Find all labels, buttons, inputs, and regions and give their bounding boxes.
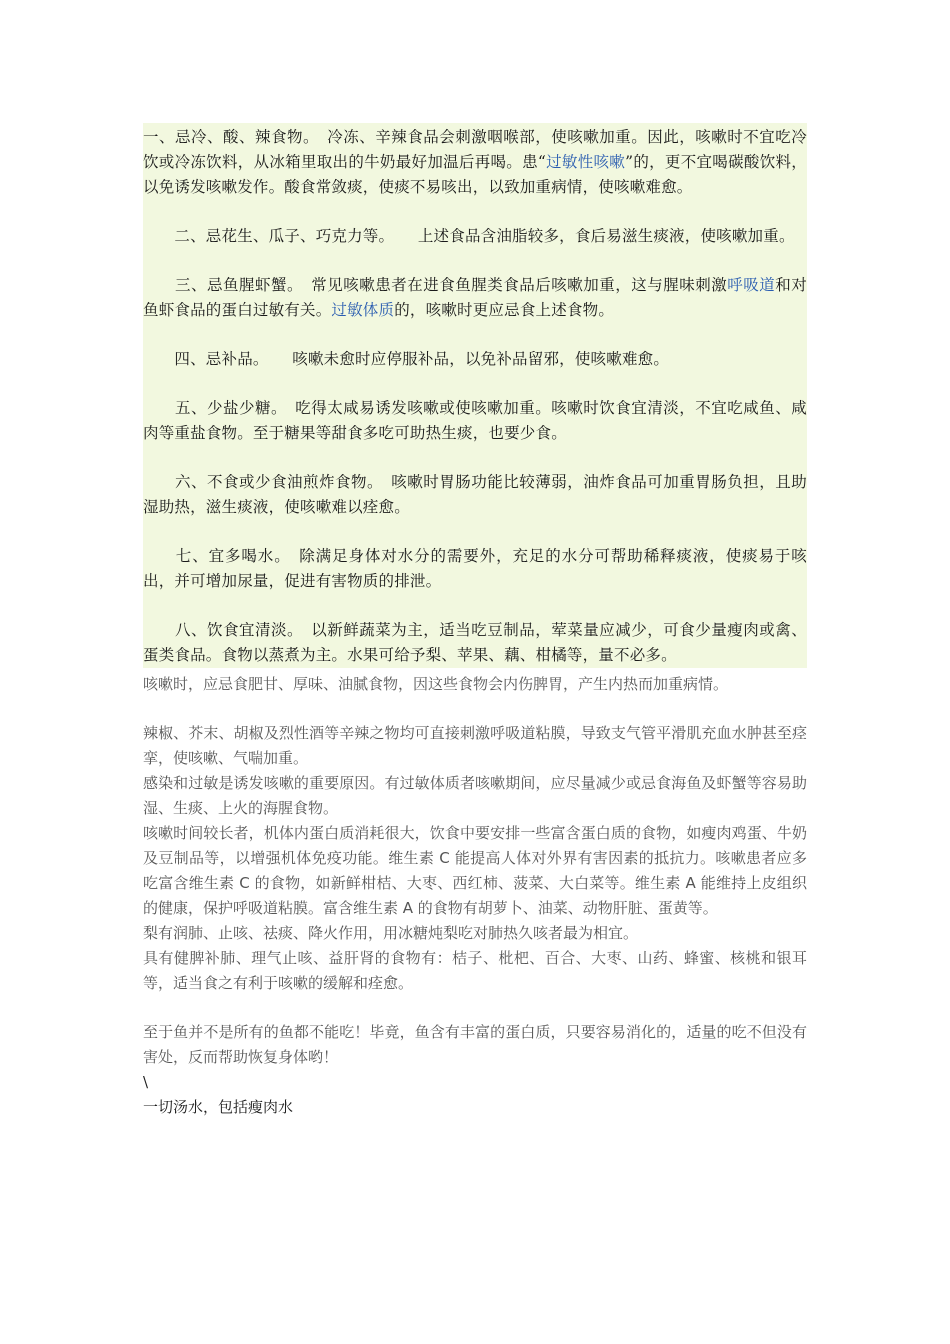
item-1-text-a: 一、忌冷、酸、辣食物。 冷冻、辛辣食品会刺激咽喉部，使咳嗽加重。因此，咳嗽时不宜吃冷饮或冷冻饮料，从冰箱里取出的牛奶最好加温后再喝。患“ xyxy=(143,128,807,171)
item-8-light-diet xyxy=(143,618,807,668)
paragraph-pear: 梨有润肺、止咳、祛痰、降火作用，用冰糖炖梨吃对肺热久咳者最为相宜。 xyxy=(143,924,639,942)
item-5-less-salt-sugar xyxy=(143,396,807,446)
spacer xyxy=(143,697,807,721)
paragraph-infection-allergy: 感染和过敏是诱发咳嗽的重要原因。有过敏体质者咳嗽期间，应尽量减少或忌食海鱼及虾蟹等容易助湿、生痰、上火的海腥食物。 xyxy=(143,774,807,817)
item-3-avoid-fish-shrimp xyxy=(143,273,807,323)
item-2-avoid-peanuts xyxy=(143,224,807,249)
item-3-text-b: 和对鱼虾食品的蛋白过敏有关。 xyxy=(143,276,807,319)
item-1-text-b: ”的，更不宜喝碳酸饮料，以免诱发咳嗽发作。酸食常敛痰，使痰不易咳出，以致加重病情，使咳嗽难愈。 xyxy=(143,153,807,196)
spacer xyxy=(143,996,807,1020)
item-7-drink-water xyxy=(143,544,807,594)
backslash-line: \ xyxy=(143,1073,149,1091)
link-allergic-constitution[interactable]: 过敏体质 xyxy=(331,301,395,319)
paragraph-fish-note: 至于鱼并不是所有的鱼都不能吃！毕竟，鱼含有丰富的蛋白质，只要容易消化的，适量的吃不但没有害处，反而帮助恢复身体哟！ xyxy=(143,1023,807,1066)
item-5-text: 五、少盐少糖。 吃得太咸易诱发咳嗽或使咳嗽加重。咳嗽时饮食宜清淡，不宜吃咸鱼、咸肉等重盐食物。至于糖果等甜食多吃可助热生痰，也要少食。 xyxy=(143,399,807,442)
item-6-text: 六、不食或少食油煎炸食物。 咳嗽时胃肠功能比较薄弱，油炸食品可加重胃肠负担，且助湿助热，滋生痰液，使咳嗽难以痊愈。 xyxy=(143,473,807,516)
item-1-avoid-cold-sour-spicy xyxy=(143,123,807,200)
item-8-text: 八、饮食宜清淡。 以新鲜蔬菜为主，适当吃豆制品，荤菜量应减少，可食少量瘦肉或禽、蛋类食品。食物以蒸煮为主。水果可给予梨、苹果、藕、柑橘等，量不必多。 xyxy=(143,621,807,664)
link-allergic-cough[interactable]: 过敏性咳嗽 xyxy=(546,153,626,171)
paragraph-protein-vitamins: 咳嗽时间较长者，机体内蛋白质消耗很大，饮食中要安排一些富含蛋白质的食物，如瘦肉鸡蛋、牛奶及豆制品等，以增强机体免疫功能。维生素 C 能提高人体对外界有害因素的抵抗力。咳嗽患者应多吃富含维生素 C 的食物，如新鲜柑桔、大枣、西红柿、菠菜、大白菜等。维生素 A 能维持上皮组织的健康，保护呼吸道粘膜。富含维生素 A 的食物有胡萝卜、油菜、动物肝脏、蛋黄等。 xyxy=(143,824,807,917)
item-6-less-fried-food xyxy=(143,470,807,520)
item-7-text: 七、宜多喝水。 除满足身体对水分的需要外，充足的水分可帮助稀释痰液，使痰易于咳出，并可增加尿量，促进有害物质的排泄。 xyxy=(143,547,807,590)
item-3-text-a: 三、忌鱼腥虾蟹。 常见咳嗽患者在进食鱼腥类食品后咳嗽加重，这与腥味刺激 xyxy=(143,276,728,294)
item-2-text: 二、忌花生、瓜子、巧克力等。 上述食品含油脂较多，食后易滋生痰液，使咳嗽加重。 xyxy=(143,227,795,245)
paragraph-avoid-greasy: 咳嗽时，应忌食肥甘、厚味、油腻食物，因这些食物会内伤脾胃，产生内热而加重病情。 xyxy=(143,675,729,693)
paragraph-spicy-irritants: 辣椒、芥末、胡椒及烈性酒等辛辣之物均可直接刺激呼吸道粘膜，导致支气管平滑肌充血水肿甚至痉挛，使咳嗽、气喘加重。 xyxy=(143,724,807,767)
highlighted-section xyxy=(143,123,807,668)
paragraph-soups: 一切汤水，包括瘦肉水 xyxy=(143,1098,294,1116)
link-respiratory-tract[interactable]: 呼吸道 xyxy=(727,276,776,294)
item-3-text-c: 的，咳嗽时更应忌食上述食物。 xyxy=(394,301,615,319)
document-page xyxy=(143,123,807,1120)
paragraph-spleen-lung-foods: 具有健脾补肺、理气止咳、益肝肾的食物有：桔子、枇杷、百合、大枣、山药、蜂蜜、核桃和银耳等，适当食之有利于咳嗽的缓解和痊愈。 xyxy=(143,949,807,992)
item-4-avoid-tonics xyxy=(143,347,807,372)
item-4-text: 四、忌补品。 咳嗽未愈时应停服补品，以免补品留邪，使咳嗽难愈。 xyxy=(143,350,670,368)
